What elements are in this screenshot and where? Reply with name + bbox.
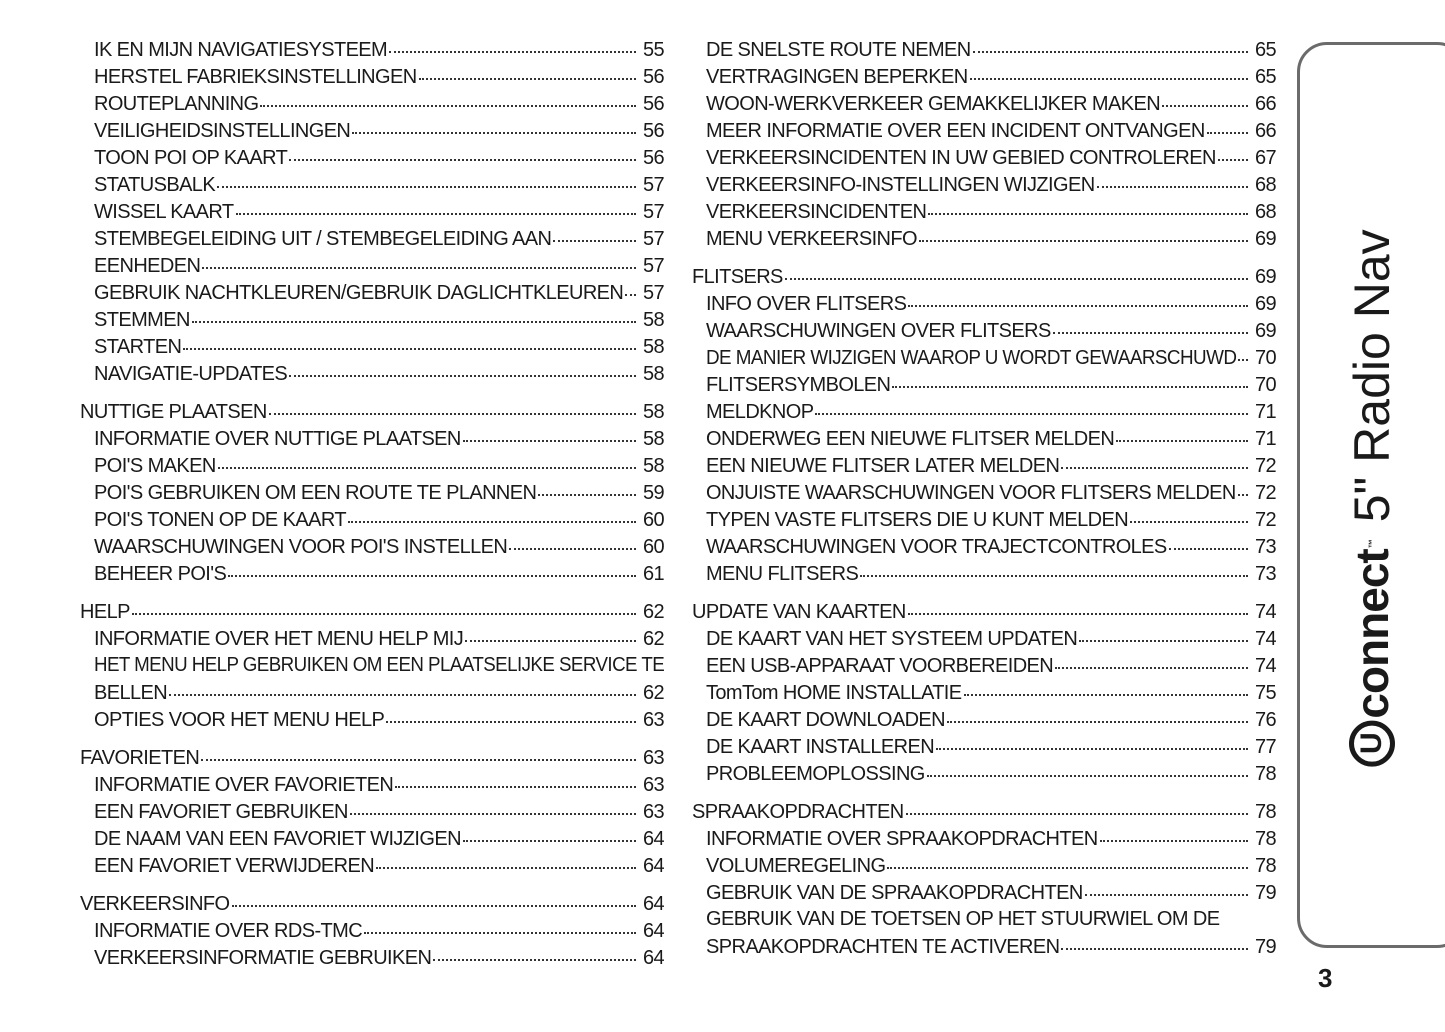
dot-leader: [348, 506, 636, 523]
toc-entry-page: 72: [1254, 455, 1276, 477]
toc-entry-label: IK EN MIJN NAVIGATIESYSTEEM: [94, 39, 388, 61]
toc-entry[interactable]: [692, 117, 1276, 144]
toc-entry-page: 59: [642, 482, 664, 504]
toc-entry-page: 69: [1254, 266, 1276, 288]
dot-leader: [947, 706, 1248, 723]
toc-entry[interactable]: [80, 679, 664, 706]
toc-entry-page: 71: [1254, 428, 1276, 450]
toc-entry-label: VERKEERSINCIDENTEN IN UW GEBIED CONTROLEREN: [706, 147, 1216, 169]
toc-entry-page: 63: [642, 747, 664, 769]
toc-entry[interactable]: [692, 933, 1276, 960]
toc-entry-page: 58: [642, 455, 664, 477]
toc-entry-page: 79: [1254, 936, 1276, 958]
dot-leader: [970, 63, 1248, 80]
dot-leader: [553, 225, 636, 242]
toc-entry-page: 56: [642, 93, 664, 115]
toc-entry-label: GEBRUIK VAN DE SPRAAKOPDRACHTEN: [706, 882, 1083, 904]
toc-entry-label: HERSTEL FABRIEKSINSTELLINGEN: [94, 66, 417, 88]
toc-entry[interactable]: [80, 425, 664, 452]
toc-entry-label: POI'S MAKEN: [94, 455, 216, 477]
dot-leader: [183, 333, 636, 350]
toc-left-column: [80, 36, 664, 982]
toc-entry[interactable]: [80, 652, 664, 679]
toc-entry[interactable]: [80, 333, 664, 360]
toc-entry-label: EEN FAVORIET VERWIJDEREN: [94, 855, 375, 877]
toc-entry-page: 64: [642, 855, 664, 877]
toc-entry-label: WOON-WERKVERKEER GEMAKKELIJKER MAKEN: [706, 93, 1161, 115]
toc-entry-page: 78: [1254, 763, 1276, 785]
toc-entry[interactable]: [692, 679, 1276, 706]
toc-entry[interactable]: [692, 852, 1276, 879]
toc-entry-label: INFORMATIE OVER RDS-TMC: [94, 920, 363, 942]
toc-entry-label: INFO OVER FLITSERS: [706, 293, 907, 315]
toc-entry-label: INFORMATIE OVER HET MENU HELP MIJ: [94, 628, 464, 650]
toc-entry-label: EEN USB-APPARAAT VOORBEREIDEN: [706, 655, 1054, 677]
toc-entry-label: MENU VERKEERSINFO: [706, 228, 917, 250]
toc-entry[interactable]: [80, 825, 664, 852]
toc-entry-label: ONJUISTE WAARSCHUWINGEN VOOR FLITSERS MELDEN: [706, 482, 1236, 504]
toc-heading-entry[interactable]: [692, 263, 1276, 290]
toc-entry-page: 63: [642, 774, 664, 796]
toc-entry-page: 74: [1254, 655, 1276, 677]
toc-entry-page: 68: [1254, 174, 1276, 196]
toc-entry[interactable]: [80, 144, 664, 171]
dot-leader: [815, 398, 1248, 415]
toc-entry-label: ROUTEPLANNING: [94, 93, 259, 115]
toc-section: [80, 398, 664, 587]
toc-entry-label: VERTRAGINGEN BEPERKEN: [706, 66, 968, 88]
dot-leader: [389, 36, 636, 53]
toc-entry-label: POI'S GEBRUIKEN OM EEN ROUTE TE PLANNEN: [94, 482, 537, 504]
toc-entry-page: 62: [642, 628, 664, 650]
toc-entry[interactable]: [692, 906, 1276, 933]
toc-entry-page: 57: [642, 228, 664, 250]
toc-right-column: [692, 36, 1276, 971]
toc-entry[interactable]: [692, 506, 1276, 533]
toc-entry-label: EENHEDEN: [94, 255, 201, 277]
dot-leader: [625, 279, 636, 296]
toc-entry-label: PROBLEEMOPLOSSING: [706, 763, 925, 785]
dot-leader: [236, 198, 636, 215]
toc-entry-page: 73: [1254, 563, 1276, 585]
toc-entry[interactable]: [80, 852, 664, 879]
toc-entry-label: VOLUMEREGELING: [706, 855, 886, 877]
toc-entry[interactable]: [80, 917, 664, 944]
toc-entry-label: MEER INFORMATIE OVER EEN INCIDENT ONTVANGEN: [706, 120, 1205, 142]
toc-entry-page: 68: [1254, 201, 1276, 223]
toc-entry-label: FLITSERSYMBOLEN: [706, 374, 891, 396]
toc-entry[interactable]: [692, 344, 1276, 371]
toc-entry-page: 58: [642, 401, 664, 423]
toc-heading-entry[interactable]: [80, 744, 664, 771]
dot-leader: [1238, 479, 1248, 496]
toc-entry[interactable]: [80, 360, 664, 387]
toc-entry[interactable]: [692, 533, 1276, 560]
toc-entry-label: DE SNELSTE ROUTE NEMEN: [706, 39, 971, 61]
toc-entry-label: WAARSCHUWINGEN VOOR POI'S INSTELLEN: [94, 536, 508, 558]
dot-leader: [927, 760, 1248, 777]
toc-entry[interactable]: [692, 625, 1276, 652]
toc-entry[interactable]: [692, 452, 1276, 479]
dot-leader: [465, 625, 636, 642]
dot-leader: [169, 679, 636, 696]
toc-entry-label: GEBRUIK VAN DE TOETSEN OP HET STUURWIEL OM DE: [706, 908, 1220, 930]
toc-entry-label: EEN FAVORIET GEBRUIKEN: [94, 801, 348, 823]
dot-leader: [201, 744, 636, 761]
toc-entry-label: WAARSCHUWINGEN OVER FLITSERS: [706, 320, 1051, 342]
toc-entry-page: 58: [642, 336, 664, 358]
toc-entry-page: 58: [642, 309, 664, 331]
toc-entry-label: VERKEERSINCIDENTEN: [706, 201, 927, 223]
toc-entry-page: 61: [642, 563, 664, 585]
toc-entry-page: 71: [1254, 401, 1276, 423]
toc-entry-label: STATUSBALK: [94, 174, 216, 196]
toc-section: [80, 36, 664, 387]
dot-leader: [1079, 625, 1248, 642]
dot-leader: [232, 890, 637, 907]
toc-entry-page: 74: [1254, 601, 1276, 623]
dot-leader: [887, 852, 1248, 869]
toc-section: [692, 798, 1276, 960]
toc-entry-page: 77: [1254, 736, 1276, 758]
toc-entry[interactable]: [692, 733, 1276, 760]
toc-entry-page: 70: [1254, 347, 1276, 369]
toc-entry-label: EEN NIEUWE FLITSER LATER MELDEN: [706, 455, 1060, 477]
dot-leader: [906, 798, 1248, 815]
dot-leader: [936, 733, 1248, 750]
toc-entry-page: 65: [1254, 39, 1276, 61]
dot-leader: [908, 598, 1248, 615]
toc-entry[interactable]: [692, 398, 1276, 425]
dot-leader: [376, 852, 636, 869]
toc-section: [80, 890, 664, 971]
toc-entry-page: 75: [1254, 682, 1276, 704]
dot-leader: [202, 252, 636, 269]
toc-entry[interactable]: [80, 279, 664, 306]
toc-entry-page: 56: [642, 120, 664, 142]
toc-entry-page: 78: [1254, 828, 1276, 850]
toc-entry-label: INFORMATIE OVER FAVORIETEN: [94, 774, 394, 796]
toc-entry[interactable]: [80, 706, 664, 733]
toc-entry-page: 69: [1254, 228, 1276, 250]
toc-entry[interactable]: [692, 425, 1276, 452]
toc-entry-label: ONDERWEG EEN NIEUWE FLITSER MELDEN: [706, 428, 1115, 450]
dot-leader: [433, 944, 636, 961]
toc-entry[interactable]: [692, 317, 1276, 344]
toc-heading-entry[interactable]: [692, 598, 1276, 625]
toc-entry-page: 66: [1254, 120, 1276, 142]
toc-entry[interactable]: [80, 171, 664, 198]
toc-entry[interactable]: [692, 225, 1276, 252]
toc-entry-label: HELP: [80, 601, 130, 623]
dot-leader: [463, 825, 636, 842]
dot-leader: [269, 398, 636, 415]
dot-leader: [509, 533, 636, 550]
toc-entry-page: 55: [642, 39, 664, 61]
dot-leader: [964, 679, 1248, 696]
toc-entry-page: 56: [642, 66, 664, 88]
toc-entry-page: 62: [642, 601, 664, 623]
toc-entry-label: VERKEERSINFO: [80, 893, 230, 915]
toc-entry[interactable]: [692, 879, 1276, 906]
dot-leader: [1053, 317, 1248, 334]
toc-section: [692, 36, 1276, 252]
toc-entry-label: MELDKNOP: [706, 401, 814, 423]
toc-entry-page: 78: [1254, 855, 1276, 877]
toc-entry[interactable]: [692, 652, 1276, 679]
toc-entry-page: 63: [642, 801, 664, 823]
toc-entry-label: POI'S TONEN OP DE KAART: [94, 509, 346, 531]
toc-entry-page: 60: [642, 509, 664, 531]
dot-leader: [1061, 452, 1248, 469]
toc-section: [692, 263, 1276, 587]
dot-leader: [1097, 171, 1248, 188]
toc-entry-label: FAVORIETEN: [80, 747, 200, 769]
dot-leader: [419, 63, 636, 80]
toc-entry[interactable]: [80, 771, 664, 798]
toc-entry-page: 65: [1254, 66, 1276, 88]
toc-entry[interactable]: [80, 452, 664, 479]
toc-entry-label: DE KAART INSTALLEREN: [706, 736, 935, 758]
uconnect-logo-text: connect: [1346, 549, 1398, 719]
toc-entry-label: NUTTIGE PLAATSEN: [80, 401, 267, 423]
toc-entry-label: STEMMEN: [94, 309, 190, 331]
toc-entry-page: 73: [1254, 536, 1276, 558]
dot-leader: [1130, 506, 1248, 523]
dot-leader: [1162, 90, 1248, 107]
dot-leader: [892, 371, 1248, 388]
toc-entry[interactable]: [80, 90, 664, 117]
page-number: 3: [1318, 963, 1333, 993]
toc-entry[interactable]: [692, 171, 1276, 198]
toc-entry[interactable]: [692, 825, 1276, 852]
uconnect-logo: [1345, 540, 1399, 766]
toc-entry[interactable]: [80, 506, 664, 533]
toc-entry-label: INFORMATIE OVER SPRAAKOPDRACHTEN: [706, 828, 1098, 850]
uconnect-logo-u-icon: U: [1349, 721, 1395, 767]
toc-entry[interactable]: [692, 479, 1276, 506]
toc-heading-entry[interactable]: [80, 398, 664, 425]
dot-leader: [1085, 879, 1248, 896]
toc-entry-page: 64: [642, 828, 664, 850]
toc-entry[interactable]: [692, 144, 1276, 171]
toc-entry[interactable]: [80, 560, 664, 587]
toc-section: [80, 598, 664, 733]
dot-leader: [1055, 652, 1248, 669]
toc-entry[interactable]: [692, 290, 1276, 317]
toc-entry-page: 78: [1254, 801, 1276, 823]
toc-entry-page: 57: [642, 174, 664, 196]
toc-entry-label: DE KAART VAN HET SYSTEEM UPDATEN: [706, 628, 1078, 650]
toc-entry-label: VERKEERSINFORMATIE GEBRUIKEN: [94, 947, 432, 969]
dot-leader: [538, 479, 636, 496]
dot-leader: [928, 198, 1248, 215]
trademark-mark: ™: [1367, 540, 1377, 549]
toc-entry-page: 76: [1254, 709, 1276, 731]
dot-leader: [1207, 117, 1248, 134]
dot-leader: [973, 36, 1248, 53]
toc-entry-label: TomTom HOME INSTALLATIE: [706, 682, 962, 704]
toc-entry-label: DE NAAM VAN EEN FAVORIET WIJZIGEN: [94, 828, 461, 850]
toc-entry-label: WISSEL KAART: [94, 201, 234, 223]
dot-leader: [395, 771, 636, 788]
toc-entry-page: 60: [642, 536, 664, 558]
toc-entry-label: TOON POI OP KAART: [94, 147, 288, 169]
toc-entry-label: DE KAART DOWNLOADEN: [706, 709, 946, 731]
toc-entry-page: 72: [1254, 482, 1276, 504]
toc-entry-label: MENU FLITSERS: [706, 563, 859, 585]
toc-entry-page: 74: [1254, 628, 1276, 650]
toc-entry-page: 63: [642, 709, 664, 731]
dot-leader: [1100, 825, 1248, 842]
toc-entry[interactable]: [80, 944, 664, 971]
toc-entry-label: STEMBEGELEIDING UIT / STEMBEGELEIDING AAN: [94, 228, 552, 250]
dot-leader: [132, 598, 636, 615]
toc-entry-label: UPDATE VAN KAARTEN: [692, 601, 906, 623]
toc-section: [80, 744, 664, 879]
toc-section: [692, 598, 1276, 787]
toc-entry-label: DE MANIER WIJZIGEN WAAROP U WORDT GEWAARSCHUWD: [706, 347, 1237, 369]
dot-leader: [364, 917, 636, 934]
toc-entry-page: 64: [642, 947, 664, 969]
toc-entry-label: HET MENU HELP GEBRUIKEN OM EEN PLAATSELIJKE SERVICE TE: [94, 654, 664, 676]
toc-entry-label: GEBRUIK NACHTKLEUREN/GEBRUIK DAGLICHTKLEUREN: [94, 282, 624, 304]
dot-leader: [908, 290, 1248, 307]
toc-entry-label: VERKEERSINFO-INSTELLINGEN WIJZIGEN: [706, 174, 1095, 196]
toc-entry-page: 62: [642, 682, 664, 704]
dot-leader: [352, 117, 636, 134]
toc-entry[interactable]: [692, 760, 1276, 787]
dot-leader: [919, 225, 1248, 242]
toc-entry-page: 57: [642, 282, 664, 304]
toc-entry-label: BELLEN: [94, 682, 168, 704]
toc-entry-page: 56: [642, 147, 664, 169]
toc-heading-entry[interactable]: [80, 598, 664, 625]
toc-entry-page: 57: [642, 255, 664, 277]
toc-entry[interactable]: [692, 560, 1276, 587]
dot-leader: [350, 798, 636, 815]
dot-leader: [1116, 425, 1248, 442]
toc-entry-label: FLITSERS: [692, 266, 783, 288]
toc-entry[interactable]: [80, 306, 664, 333]
toc-entry-label: TYPEN VASTE FLITSERS DIE U KUNT MELDEN: [706, 509, 1129, 531]
toc-entry[interactable]: [692, 371, 1276, 398]
toc-entry-label: SPRAAKOPDRACHTEN: [692, 801, 904, 823]
toc-entry-label: BEHEER POI'S: [94, 563, 227, 585]
toc-heading-entry[interactable]: [80, 890, 664, 917]
toc-entry-page: 69: [1254, 320, 1276, 342]
toc-entry-page: 64: [642, 920, 664, 942]
toc-entry-page: 79: [1254, 882, 1276, 904]
dot-leader: [217, 171, 636, 188]
dot-leader: [860, 560, 1248, 577]
dot-leader: [289, 360, 636, 377]
toc-entry[interactable]: [692, 90, 1276, 117]
toc-entry-page: 66: [1254, 93, 1276, 115]
dot-leader: [1169, 533, 1248, 550]
dot-leader: [1238, 344, 1248, 361]
toc-entry-page: 57: [642, 201, 664, 223]
toc-entry-page: 70: [1254, 374, 1276, 396]
toc-entry-label: WAARSCHUWINGEN VOOR TRAJECTCONTROLES: [706, 536, 1167, 558]
toc-entry[interactable]: [692, 198, 1276, 225]
dot-leader: [1218, 144, 1248, 161]
dot-leader: [228, 560, 636, 577]
toc-entry-label: INFORMATIE OVER NUTTIGE PLAATSEN: [94, 428, 461, 450]
dot-leader: [218, 452, 636, 469]
toc-entry-page: 72: [1254, 509, 1276, 531]
toc-heading-entry[interactable]: [692, 798, 1276, 825]
product-title: 5" Radio Nav: [1344, 229, 1400, 523]
toc-entry[interactable]: [80, 252, 664, 279]
toc-entry[interactable]: [80, 479, 664, 506]
toc-entry[interactable]: [80, 117, 664, 144]
dot-leader: [192, 306, 636, 323]
dot-leader: [289, 144, 636, 161]
toc-entry-page: 69: [1254, 293, 1276, 315]
toc-entry[interactable]: [80, 798, 664, 825]
toc-entry[interactable]: [692, 36, 1276, 63]
toc-entry-page: 58: [642, 428, 664, 450]
dot-leader: [785, 263, 1248, 280]
toc-entry[interactable]: [80, 625, 664, 652]
toc-entry-page: 67: [1254, 147, 1276, 169]
toc-entry[interactable]: [692, 706, 1276, 733]
dot-leader: [463, 425, 636, 442]
toc-entry[interactable]: [80, 533, 664, 560]
toc-entry-label: NAVIGATIE-UPDATES: [94, 363, 288, 385]
toc-entry-label: STARTEN: [94, 336, 182, 358]
toc-entry[interactable]: [80, 36, 664, 63]
toc-entry-label: SPRAAKOPDRACHTEN TE ACTIVEREN: [706, 936, 1060, 958]
dot-leader: [260, 90, 636, 107]
dot-leader: [1061, 933, 1248, 950]
toc-entry[interactable]: [80, 63, 664, 90]
toc-entry-label: OPTIES VOOR HET MENU HELP: [94, 709, 385, 731]
toc-entry[interactable]: [80, 225, 664, 252]
toc-entry-page: 58: [642, 363, 664, 385]
toc-entry-label: VEILIGHEIDSINSTELLINGEN: [94, 120, 351, 142]
toc-entry[interactable]: [80, 198, 664, 225]
toc-entry[interactable]: [692, 63, 1276, 90]
dot-leader: [386, 706, 636, 723]
toc-entry-page: 64: [642, 893, 664, 915]
